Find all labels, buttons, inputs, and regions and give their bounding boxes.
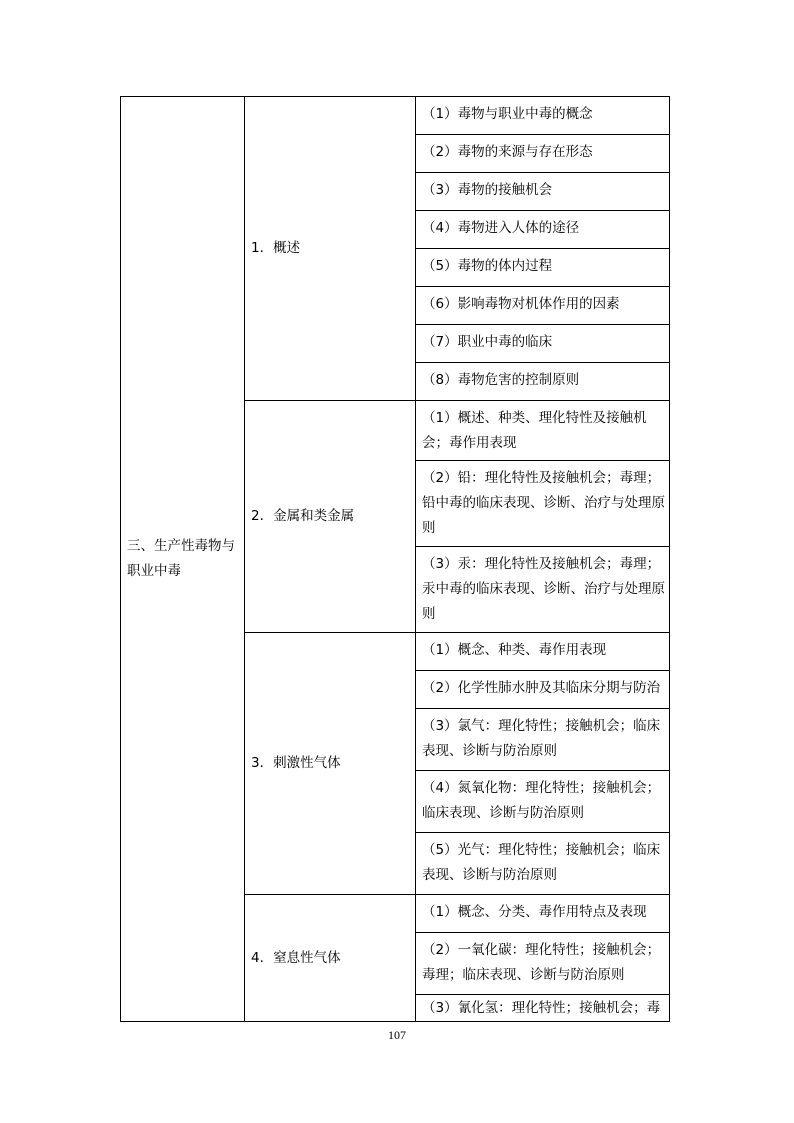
section-title-cell: 三、生产性毒物与职业中毒 bbox=[121, 97, 245, 1022]
group-title-asphyxiant-gases: 4．窒息性气体 bbox=[245, 895, 416, 1022]
item-cell: （2）铅：理化特性及接触机会；毒理；铅中毒的临床表现、诊断、治疗与处理原则 bbox=[416, 461, 670, 547]
item-cell: （3）毒物的接触机会 bbox=[416, 173, 670, 211]
item-cell: （7）职业中毒的临床 bbox=[416, 325, 670, 363]
table-row bbox=[121, 97, 670, 135]
group-title-metals: 2．金属和类金属 bbox=[245, 401, 416, 633]
group-title-irritant-gases: 3．刺激性气体 bbox=[245, 633, 416, 895]
item-cell: （4）毒物进入人体的途径 bbox=[416, 211, 670, 249]
item-cell: （5）光气：理化特性；接触机会；临床表现、诊断与防治原则 bbox=[416, 833, 670, 895]
item-cell: （1）概念、种类、毒作用表现 bbox=[416, 633, 670, 671]
item-cell: （1）概述、种类、理化特性及接触机会；毒作用表现 bbox=[416, 401, 670, 461]
item-cell: （4）氮氧化物：理化特性；接触机会；临床表现、诊断与防治原则 bbox=[416, 771, 670, 833]
item-cell: （8）毒物危害的控制原则 bbox=[416, 363, 670, 401]
item-cell: （5）毒物的体内过程 bbox=[416, 249, 670, 287]
page-number: 107 bbox=[388, 1028, 406, 1042]
item-cell: （3）氯气：理化特性；接触机会；临床表现、诊断与防治原则 bbox=[416, 709, 670, 771]
group-title-overview: 1．概述 bbox=[245, 97, 416, 401]
item-cell: （1）毒物与职业中毒的概念 bbox=[416, 97, 670, 135]
syllabus-table bbox=[120, 96, 670, 1022]
item-cell: （3）氰化氢：理化特性；接触机会；毒 bbox=[416, 995, 670, 1022]
item-cell: （2）一氧化碳：理化特性；接触机会；毒理；临床表现、诊断与防治原则 bbox=[416, 933, 670, 995]
item-cell: （1）概念、分类、毒作用特点及表现 bbox=[416, 895, 670, 933]
item-cell: （6）影响毒物对机体作用的因素 bbox=[416, 287, 670, 325]
item-cell: （2）化学性肺水肿及其临床分期与防治 bbox=[416, 671, 670, 709]
item-cell: （2）毒物的来源与存在形态 bbox=[416, 135, 670, 173]
item-cell: （3）汞：理化特性及接触机会；毒理；汞中毒的临床表现、诊断、治疗与处理原则 bbox=[416, 547, 670, 633]
